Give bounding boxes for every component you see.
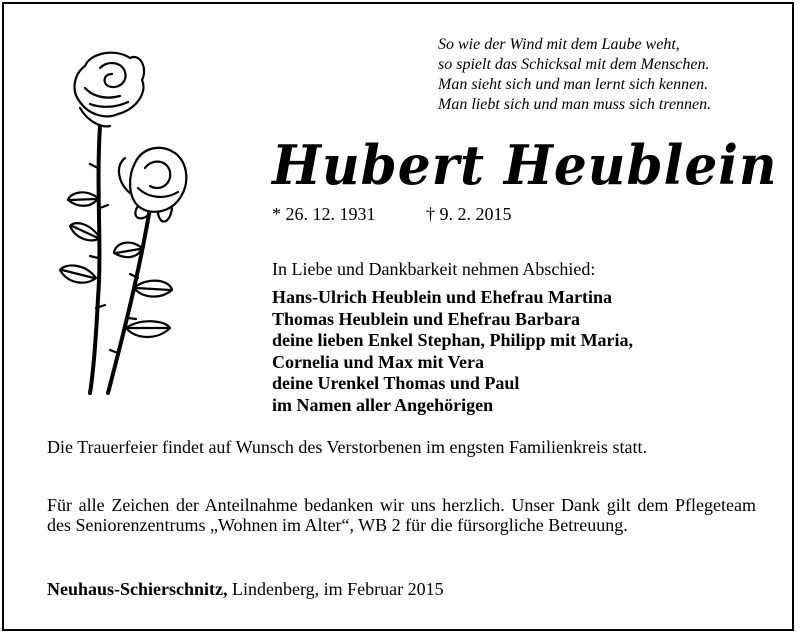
mourner-line: Thomas Heublein und Ehefrau Barbara xyxy=(272,308,581,329)
mourner-line: deine lieben Enkel Stephan, Philipp mit Maria, xyxy=(272,330,634,350)
mourners-list xyxy=(272,287,633,416)
poem-line: so spielt das Schicksal mit dem Menschen. xyxy=(438,56,710,73)
mourner-line: Cornelia und Max mit Vera xyxy=(272,351,485,372)
poem-line: Man liebt sich und man muss sich trennen. xyxy=(438,96,712,113)
poem-line: Man sieht sich und man lernt sich kennen. xyxy=(438,76,709,93)
farewell-intro: In Liebe und Dankbarkeit nehmen Abschied: xyxy=(272,259,596,279)
mourner-line: im Namen aller Angehörigen xyxy=(272,394,494,415)
gratitude-paragraph: Für alle Zeichen der Anteilnahme bedanken wir uns herzlich. Unser Dank gilt dem Pflegeteam des Seniorenzentrums „Wohnen im Alter“, WB 2 für die fürsorgliche Betreuung. xyxy=(47,495,756,535)
mourner-line: deine Urenkel Thomas und Paul xyxy=(272,373,520,393)
funeral-paragraph: Die Trauerfeier findet auf Wunsch des Verstorbenen im engsten Familienkreis statt. xyxy=(47,437,647,457)
signoff xyxy=(47,578,444,600)
signoff-rest: Lindenberg, im Februar 2015 xyxy=(227,579,444,599)
signoff-place: Neuhaus-Schierschnitz, xyxy=(47,579,228,599)
mourner-line: Hans-Ulrich Heublein und Ehefrau Martina xyxy=(272,287,613,307)
rose-illustration xyxy=(30,48,210,398)
death-date: † 9. 2. 2015 xyxy=(426,204,512,224)
life-dates xyxy=(272,203,512,225)
poem xyxy=(438,35,778,115)
birth-date: * 26. 12. 1931 xyxy=(272,204,376,224)
poem-line: So wie der Wind mit dem Laube weht, xyxy=(438,36,680,53)
deceased-name: Hubert Heublein xyxy=(272,133,778,197)
